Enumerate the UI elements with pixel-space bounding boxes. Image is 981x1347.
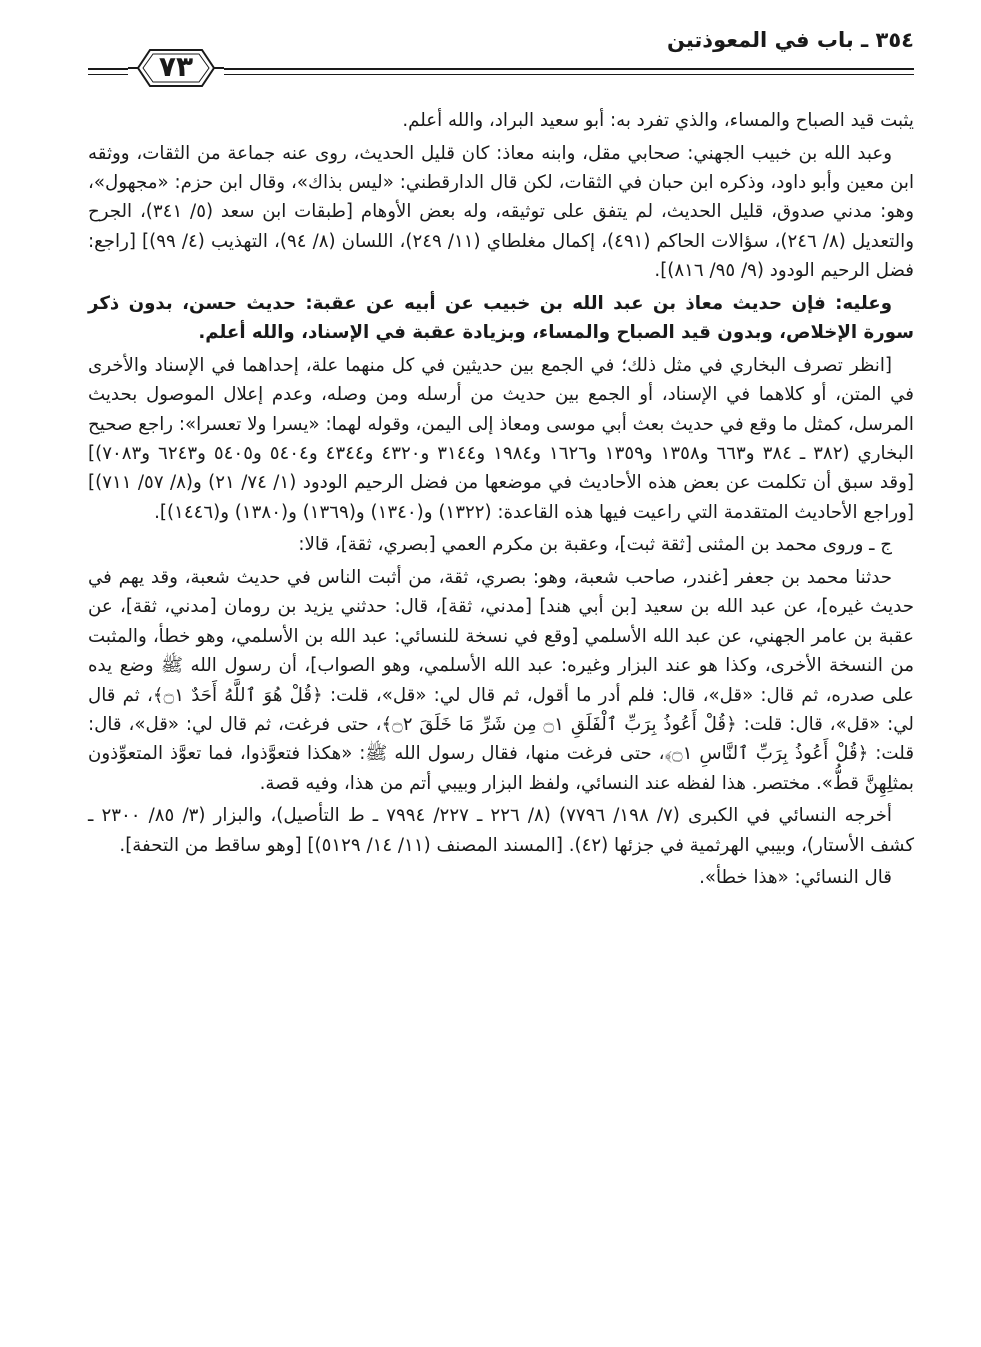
page-number: ٧٣ — [158, 50, 194, 83]
page-header — [88, 24, 914, 88]
running-title: ٣٥٤ ـ باب في المعوذتين — [666, 28, 914, 52]
main-text — [88, 106, 914, 896]
paragraph: [انظر تصرف البخاري في مثل ذلك؛ في الجمع بين حديثين في كل منهما علة، إحداهما في الإسناد والأخرى في المتن، أو كلاهما في الإسناد، أو الجمع بين حديث من أرسله ومن وصله، وعدم إعلال الموصول بحديث المرسل، كمثل ما وقع في حديث بعث أبي موسى ومعاذ إلى اليمن، وقوله لهما: «يسرا ولا تعسرا»: راجع صحيح البخاري (٣٨٢ ـ ٣٨٤ و٦٦٣ و١٣٥٨ و١٣٥٩ و١٦٢٦ و١٩٨٤ و٣١٤٤ و٤٣٢٠ و٤٣٤٤ و٥٤٠٤ و٥٤٠٥ و٦٢٤٣ و٧٠٨٣)] [وقد سبق أن تكلمت عن بعض هذه الأحاديث في موضعها من فضل الرحيم الودود (١/ ٧٤/ ٢١) و(٨/ ٥٧/ ٧١١)] [وراجع الأحاديث المتقدمة التي راعيت فيها هذه القاعدة: (١٣٢٢) و(١٣٤٠) و(١٣٦٩) و(١٣٨٠) و(١٤٤٦)]. — [88, 354, 914, 523]
paragraph: وعبد الله بن خبيب الجهني: صحابي مقل، وابنه معاذ: كان قليل الحديث، روى عنه جماعة من الثقات، ووثقه ابن معين وأبو داود، وذكره ابن حبان في الثقات، لكن قال الدارقطني: «ليس بذاك»، وقال ابن حزم: «مجهول»، وهو: مدني صدوق، قليل الحديث، لم يتفق على توثيقه، وله بعض الأوهام [طبقات ابن سعد (٥/ ٣٤١)، الجرح والتعديل (٨/ ٢٤٦)، سؤالات الحاكم (٤٩١)، إكمال مغلطاي (١١/ ٢٤٩)، اللسان (٨/ ٩٤)، التهذيب (٤/ ٩٩)] [راجع: فضل الرحيم الودود (٩/ ٩٥/ ٨١٦)]. — [88, 142, 914, 282]
page-number-ornament — [128, 46, 224, 90]
paragraph: قال النسائي: «هذا خطأ». — [699, 867, 892, 889]
paragraph: حدثنا محمد بن جعفر [غندر، صاحب شعبة، وهو: بصري، ثقة، من أثبت الناس في حديث شعبة، وقد يهم في حديث غيره]، عن عبد الله بن سعيد [بن أبي هند] [مدني، ثقة]، قال: حدثني يزيد بن رومان [مدني، ثقة]، عن عقبة بن عامر الجهني، عن عبد الله الأسلمي [وقع في نسخة للنسائي: عبد الله بن الأسلمي، وهو خطأ، والمثبت من النسخة الأخرى، وكذا هو عند البزار وغيره: عبد الله الأسلمي، وهو الصواب]، أن رسول الله ﷺ وضع يده على صدره، ثم قال: «قل»، قال: فلم أدر ما أقول، ثم قال لي: «قل»، قلت: ﴿قُلْ هُوَ ٱللَّهُ أَحَدٌ ۝١﴾، ثم قال لي: «قل»، قال: قلت: ﴿قُلْ أَعُوذُ بِرَبِّ ٱلْفَلَقِ ۝١ مِن شَرِّ مَا خَلَقَ ۝٢﴾، حتى فرغت، ثم قال لي: «قل»، قال: قلت: ﴿قُلْ أَعُوذُ بِرَبِّ ٱلنَّاسِ ۝١﴾، حتى فرغت منها، فقال رسول الله ﷺ: «هكذا فتعوَّذوا، فما تعوَّذ المتعوِّذون بمثلِهِنَّ قطُّ». مختصر. هذا لفظه عند النسائي، ولفظ البزار وبيبي أتم من هذا، وفيه قصة. — [88, 567, 915, 794]
paragraph: ج ـ وروى محمد بن المثنى [ثقة ثبت]، وعقبة بن مكرم العمي [بصري، ثقة]، قالا: — [298, 534, 892, 556]
paragraph: أخرجه النسائي في الكبرى (٧/ ١٩٨/ ٧٧٩٦) (٨/ ٢٢٦ ـ ٢٢٧/ ٧٩٩٤ ـ ط التأصيل)، والبزار (٣/ ٨٥/ ٢٣٠٠ ـ كشف الأستار)، وبيبي الهرثمية في جزئها (٤٢). [المسند المصنف (١١/ ١٤/ ٥١٢٩)] [وهو ساقط من التحفة]. — [88, 805, 914, 856]
paragraph: يثبت قيد الصباح والمساء، والذي تفرد به: أبو سعيد البراد، والله أعلم. — [402, 110, 914, 131]
paragraph: وعليه: فإن حديث معاذ بن عبد الله بن خبيب عن أبيه عن عقبة: حديث حسن، بدون ذكر سورة الإخلاص، وبدون قيد الصباح والمساء، وبزيادة عقبة في الإسناد، والله أعلم. — [88, 292, 914, 344]
